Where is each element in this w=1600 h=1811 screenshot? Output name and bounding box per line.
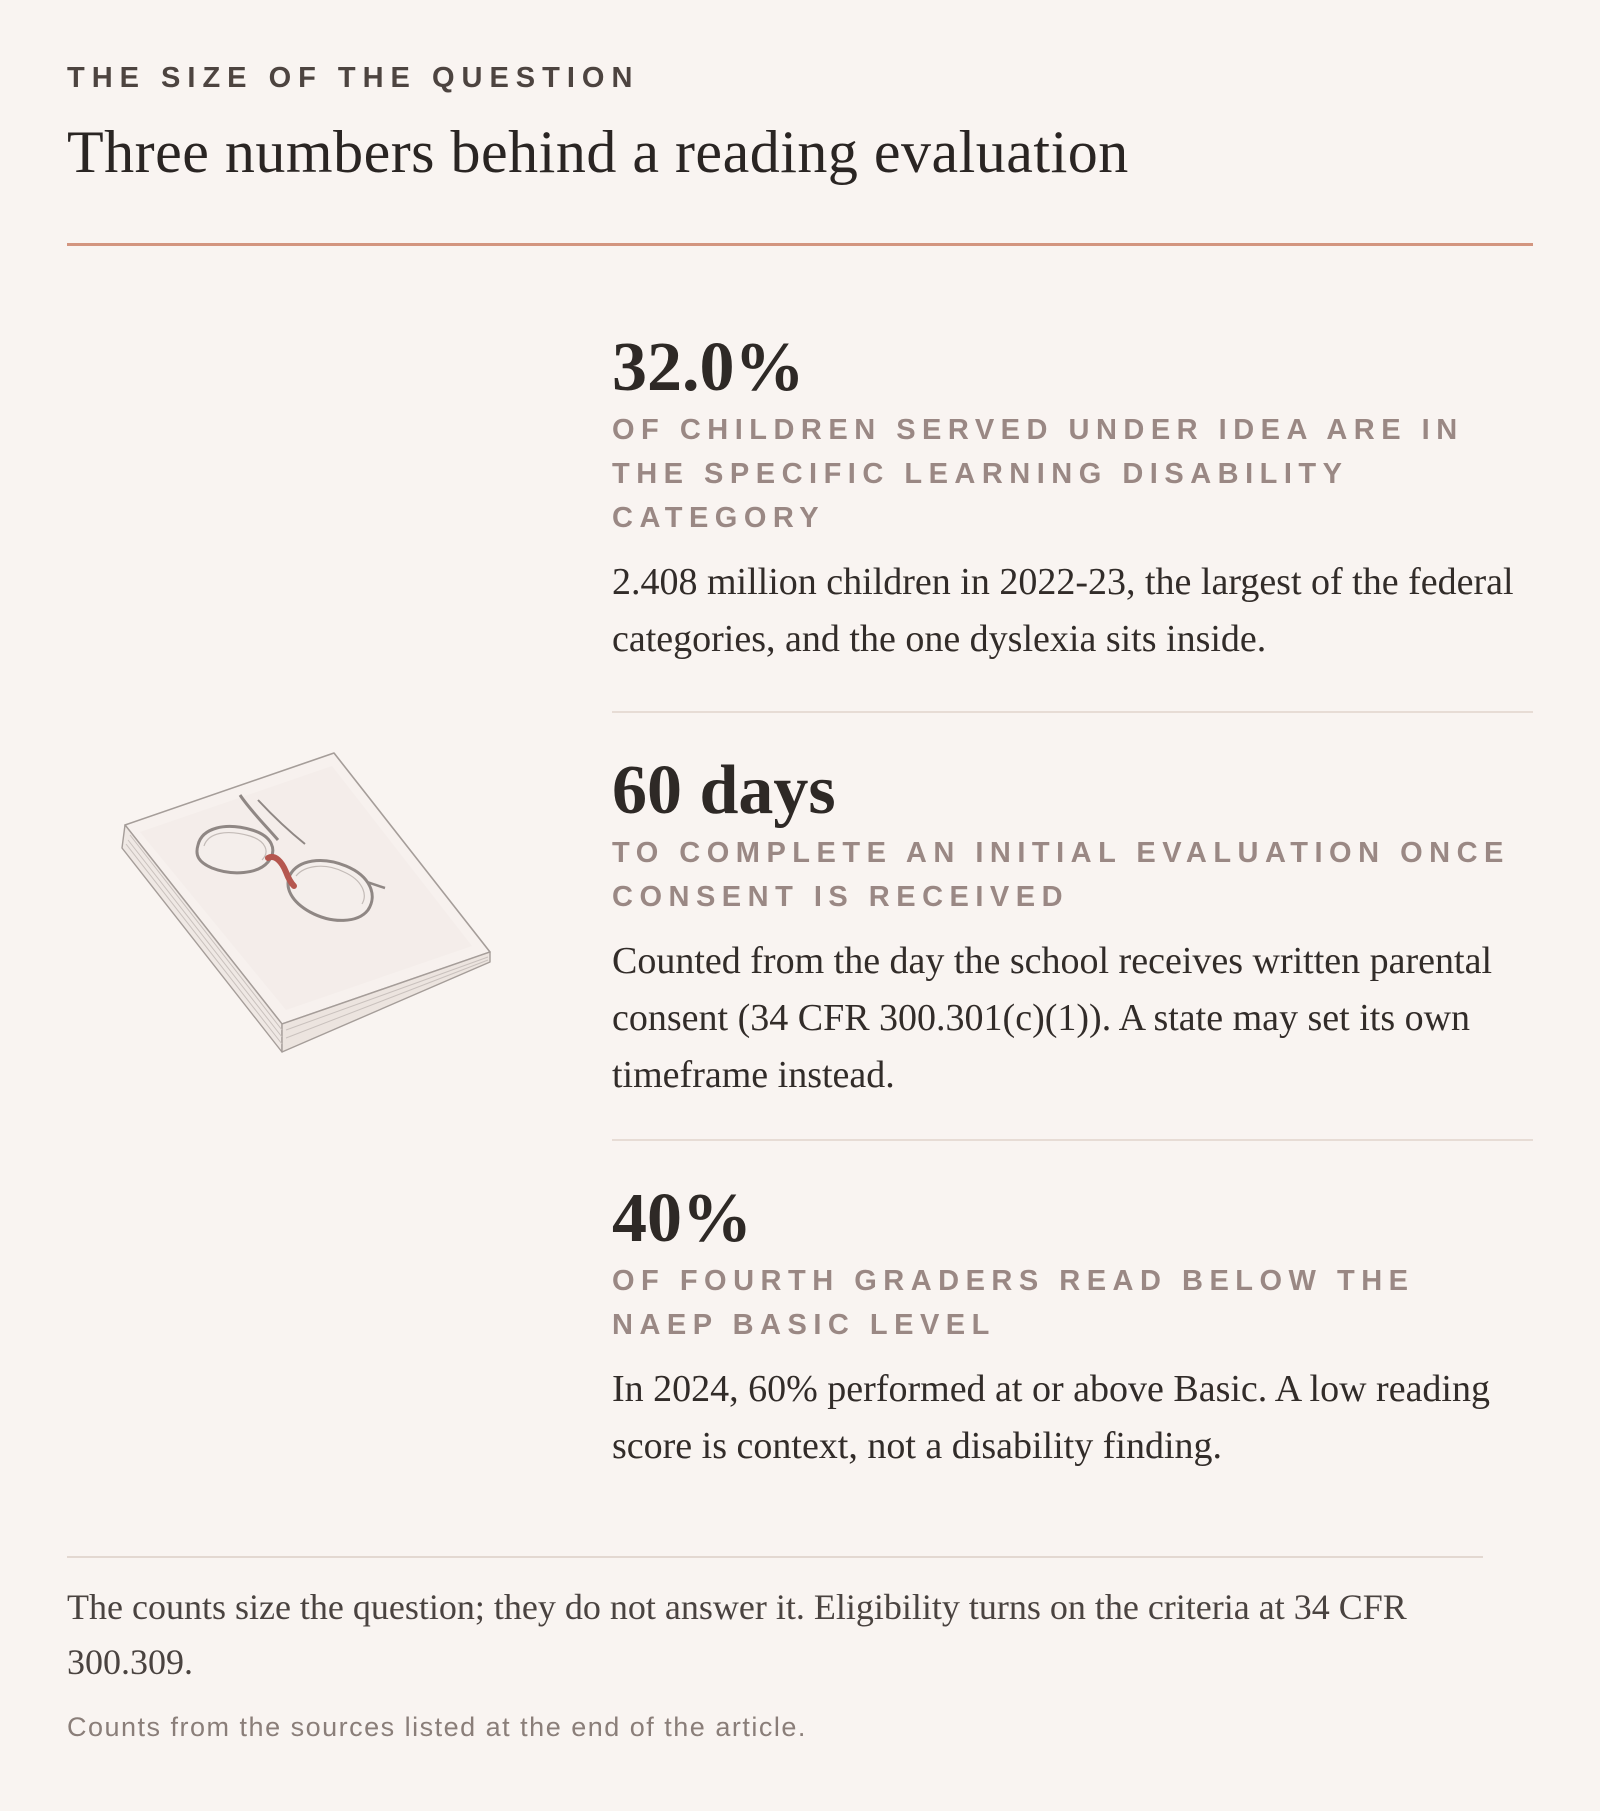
page-title: Three numbers behind a reading evaluation: [67, 119, 1129, 185]
stat-item: [612, 713, 1533, 1139]
stat-description: 2.408 million children in 2022-23, the largest of the federal categories, and the one dyslexia sits inside.: [612, 561, 1514, 660]
section-eyebrow: THE SIZE OF THE QUESTION: [67, 62, 640, 94]
stats-list: [612, 330, 1533, 1475]
stat-description: In 2024, 60% performed at or above Basic. A low reading score is context, not a disability finding.: [612, 1368, 1490, 1467]
stat-value: 32.0%: [612, 329, 805, 406]
stat-item: [612, 330, 1533, 711]
source-note: Counts from the sources listed at the end of the article.: [67, 1712, 807, 1742]
book-with-glasses-icon: [100, 740, 520, 1080]
stat-item: [612, 1141, 1533, 1475]
stat-label: OF FOURTH GRADERS READ BELOW THE NAEP BASIC LEVEL: [612, 1265, 1415, 1341]
stat-value: 40%: [612, 1180, 752, 1257]
stat-value: 60 days: [612, 752, 836, 829]
footer-summary: The counts size the question; they do not answer it. Eligibility turns on the criteria at 34 CFR 300.309.: [67, 1587, 1407, 1682]
footer-divider: [67, 1556, 1483, 1558]
stat-label: TO COMPLETE AN INITIAL EVALUATION ONCE CONSENT IS RECEIVED: [612, 837, 1510, 913]
stat-label: OF CHILDREN SERVED UNDER IDEA ARE IN THE SPECIFIC LEARNING DISABILITY CATEGORY: [612, 414, 1464, 534]
title-divider: [67, 243, 1533, 246]
stat-description: Counted from the day the school receives written parental consent (34 CFR 300.301(c)(1)). A state may set its own timeframe instead.: [612, 940, 1493, 1096]
